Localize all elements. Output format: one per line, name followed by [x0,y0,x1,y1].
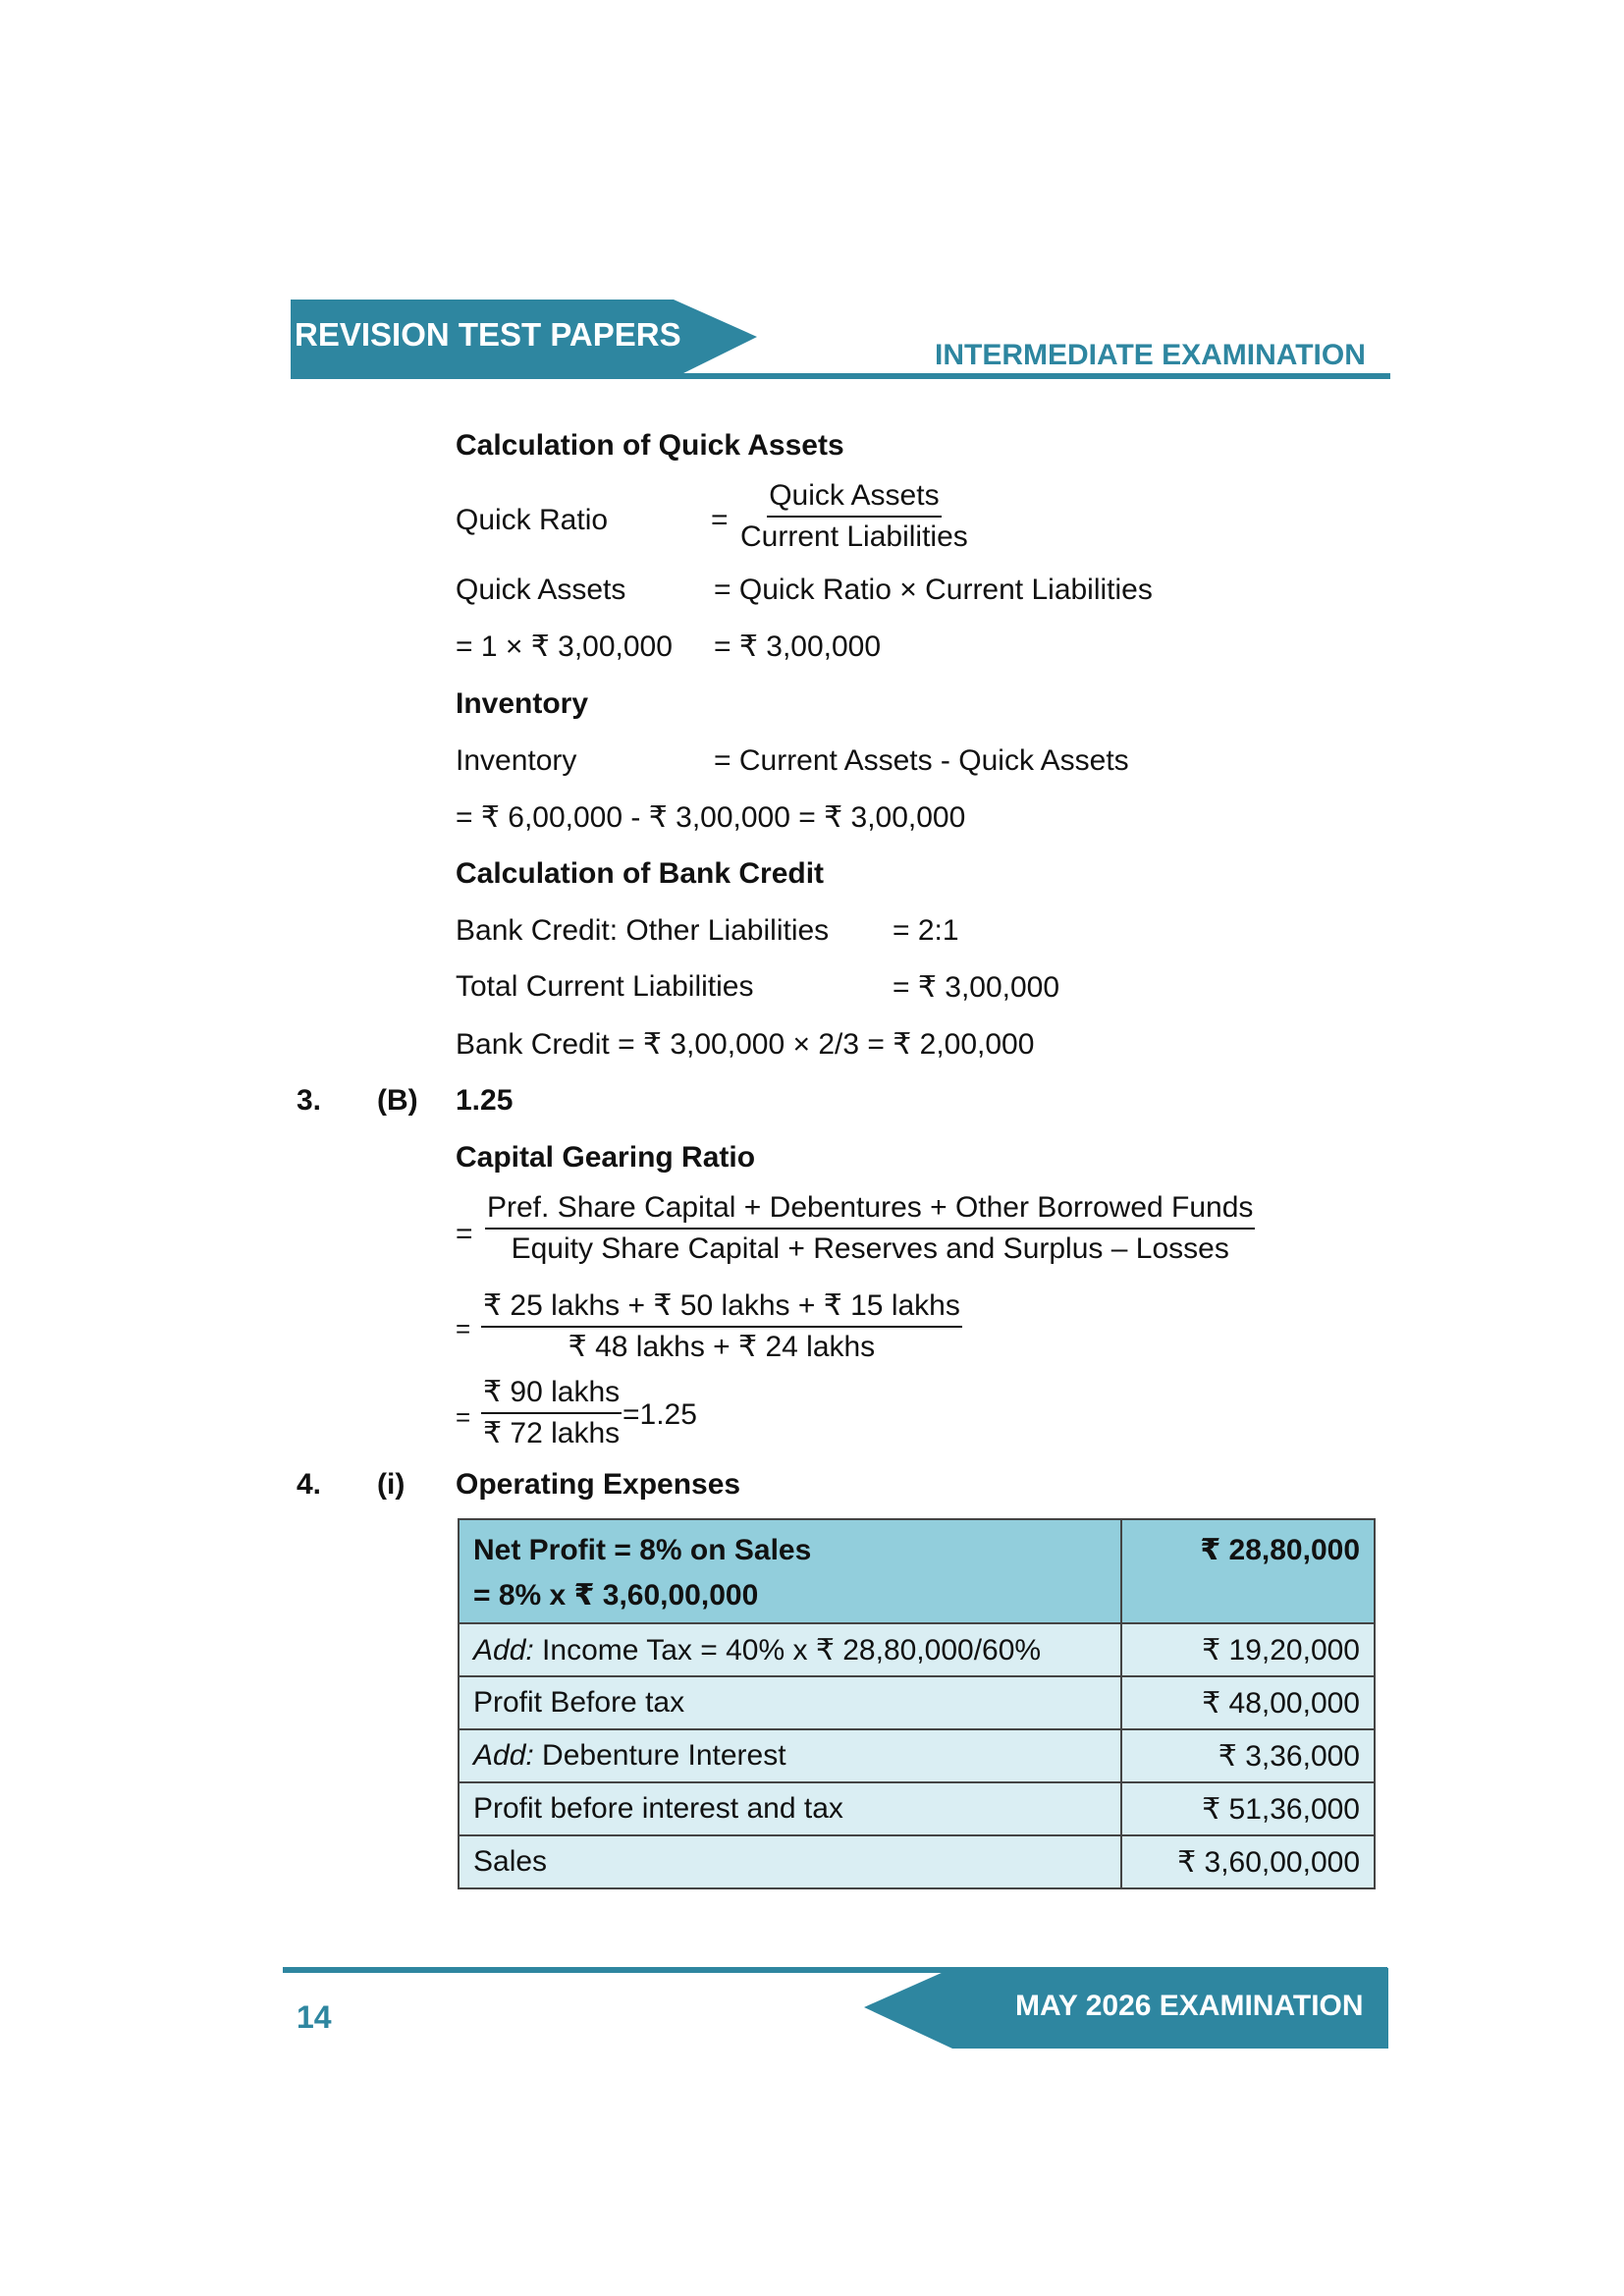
q3-answer: 1.25 [456,1084,514,1117]
row-label-text: Profit Before tax [473,1686,685,1719]
header-rule [291,373,1390,379]
net-profit-cell [459,1519,1121,1623]
cgr-equals-1: = [456,1218,473,1250]
row-amount: ₹ 51,36,000 [1121,1782,1375,1835]
quick-ratio-equals: = [711,504,729,536]
cgr-values-fraction [481,1286,962,1367]
operating-expenses-table [458,1518,1376,1889]
table-row [459,1623,1375,1676]
cgr-totals-denominator: ₹ 72 lakhs [483,1417,621,1449]
quick-assets-result: = ₹ 3,00,000 [714,630,882,663]
row-amount: ₹ 3,60,00,000 [1121,1835,1375,1888]
inventory-label: Inventory [456,744,577,777]
operating-expenses-heading: Operating Expenses [456,1468,741,1501]
header-right-title: INTERMEDIATE EXAMINATION [935,339,1366,371]
capital-gearing-heading: Capital Gearing Ratio [456,1141,756,1174]
inventory-calc: = ₹ 6,00,000 - ₹ 3,00,000 = ₹ 3,00,000 [456,801,966,834]
table-row [459,1782,1375,1835]
inventory-formula: = Current Assets - Quick Assets [714,744,1129,777]
row-label-text: Sales [473,1845,548,1878]
cgr-equals-2: = [456,1314,471,1343]
table-row [459,1676,1375,1729]
bank-credit-calc: Bank Credit = ₹ 3,00,000 × 2/3 = ₹ 2,00,000 [456,1028,1035,1061]
table-header-row [459,1519,1375,1623]
row-label [459,1676,1121,1729]
footer-right-title: MAY 2026 EXAMINATION [1015,1990,1364,2022]
bank-credit-heading: Calculation of Bank Credit [456,857,825,890]
cgr-formula-denominator: Equity Share Capital + Reserves and Surplus – Losses [511,1232,1229,1265]
q4-part: (i) [377,1468,406,1501]
cgr-formula-fraction [485,1188,1255,1269]
cgr-formula-numerator: Pref. Share Capital + Debentures + Other Borrowed Funds [485,1188,1255,1230]
cgr-totals-fraction [481,1373,622,1453]
cgr-values-denominator: ₹ 48 lakhs + ₹ 24 lakhs [568,1331,876,1363]
page-number: 14 [297,1999,332,2035]
net-profit-amount: ₹ 28,80,000 [1121,1519,1375,1623]
q3-number: 3. [297,1084,322,1117]
total-current-liabilities-value: = ₹ 3,00,000 [893,971,1060,1004]
cgr-result: =1.25 [623,1398,697,1431]
quick-assets-label: Quick Assets [456,574,626,606]
row-label-text: Income Tax = 40% x ₹ 28,80,000/60% [533,1633,1042,1667]
row-label [459,1835,1121,1888]
row-label [459,1623,1121,1676]
net-profit-line2: = 8% x ₹ 3,60,00,000 [473,1579,759,1612]
header-left-title: REVISION TEST PAPERS [295,316,681,353]
inventory-heading: Inventory [456,687,589,720]
row-label [459,1729,1121,1782]
cgr-values-numerator: ₹ 25 lakhs + ₹ 50 lakhs + ₹ 15 lakhs [481,1286,962,1328]
total-current-liabilities-label: Total Current Liabilities [456,970,754,1003]
bank-credit-ratio-value: = 2:1 [893,914,959,947]
net-profit-line1: Net Profit = 8% on Sales [473,1534,812,1566]
q3-option: (B) [377,1084,418,1117]
cgr-totals-numerator: ₹ 90 lakhs [481,1373,622,1414]
q4-number: 4. [297,1468,322,1501]
quick-ratio-denominator: Current Liabilities [740,520,968,553]
row-label [459,1782,1121,1835]
cgr-equals-3: = [456,1402,471,1432]
quick-ratio-fraction [740,476,968,557]
table-row [459,1729,1375,1782]
row-label-text: Debenture Interest [533,1739,786,1772]
bank-credit-ratio-label: Bank Credit: Other Liabilities [456,914,830,947]
row-prefix: Add: [473,1739,534,1772]
quick-ratio-numerator: Quick Assets [767,476,941,518]
row-label-text: Profit before interest and tax [473,1792,843,1825]
quick-ratio-label: Quick Ratio [456,504,609,536]
quick-assets-formula: = Quick Ratio × Current Liabilities [714,574,1153,606]
quick-assets-heading: Calculation of Quick Assets [456,429,844,462]
table-row [459,1835,1375,1888]
row-prefix: Add: [473,1633,534,1667]
row-amount: ₹ 3,36,000 [1121,1729,1375,1782]
row-amount: ₹ 48,00,000 [1121,1676,1375,1729]
quick-assets-calc: = 1 × ₹ 3,00,000 [456,630,673,663]
row-amount: ₹ 19,20,000 [1121,1623,1375,1676]
